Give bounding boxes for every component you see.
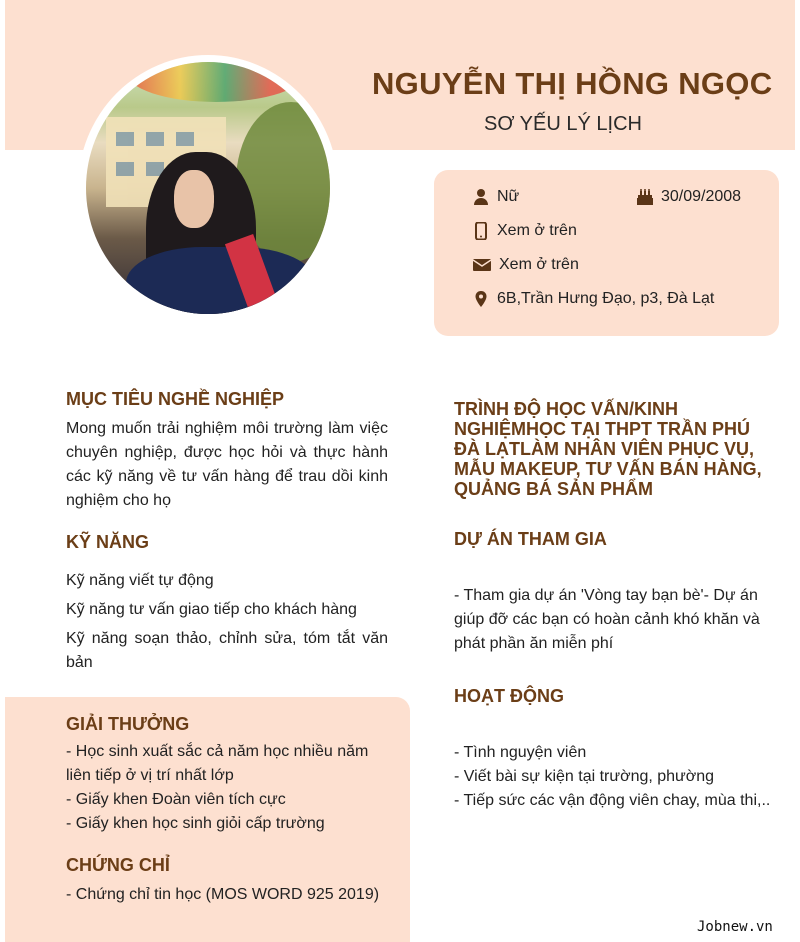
certificates-heading: CHỨNG CHỈ (66, 855, 170, 875)
address-value: 6B,Trần Hưng Đạo, p3, Đà Lạt (497, 290, 715, 307)
projects-heading: DỰ ÁN THAM GIA (454, 529, 607, 549)
email-row (472, 256, 579, 274)
document-subtitle: SƠ YẾU LÝ LỊCH (484, 113, 642, 135)
gender-value: Nữ (497, 188, 520, 205)
birthdate-row (636, 188, 741, 206)
education-heading: TRÌNH ĐỘ HỌC VẤN/KINH NGHIỆMHỌC TẠI THPT TRẦN PHÚ ĐÀ LẠTLÀM NHÂN VIÊN PHỤC VỤ, MẪU MAKEUP, TƯ VẤN BÁN HÀNG, QUẢNG BÁ SẢN PHẨM (454, 399, 762, 499)
phone-icon (472, 222, 490, 240)
avatar-photo (86, 62, 330, 314)
phone-value: Xem ở trên (497, 222, 577, 239)
award-item: - Giấy khen Đoàn viên tích cực (66, 791, 286, 808)
projects-text: - Tham gia dự án 'Vòng tay bạn bè'- Dự án giúp đỡ các bạn có hoàn cảnh khó khăn và phát phần ăn miễn phí (454, 587, 760, 652)
map-pin-icon (472, 290, 490, 308)
award-item: - Giấy khen học sinh giỏi cấp trường (66, 815, 325, 832)
skills-heading: KỸ NĂNG (66, 532, 150, 552)
address-row (472, 290, 714, 308)
user-icon (472, 188, 490, 206)
email-value: Xem ở trên (499, 256, 579, 273)
skill-item: Kỹ năng soạn thảo, chỉnh sửa, tóm tắt văn bản (66, 630, 388, 671)
activity-item: - Viết bài sự kiện tại trường, phường (454, 768, 715, 785)
activity-item: - Tình nguyện viên (454, 744, 587, 761)
envelope-icon (472, 256, 492, 274)
activity-item: - Tiếp sức các vận động viên chay, mùa thi,.. (454, 792, 771, 809)
skill-item: Kỹ năng viết tự động (66, 572, 214, 589)
awards-heading: GIẢI THƯỞNG (66, 714, 190, 734)
site-watermark: Jobnew.vn (697, 919, 773, 935)
birthday-cake-icon (636, 188, 654, 206)
skill-item: Kỹ năng tư vấn giao tiếp cho khách hàng (66, 601, 357, 618)
gender-row (472, 188, 519, 206)
award-item: - Học sinh xuất sắc cả năm học nhiều năm liên tiếp ở vị trí nhất lớp (66, 743, 369, 784)
objective-heading: MỤC TIÊU NGHỀ NGHIỆP (66, 389, 285, 409)
birthdate-value: 30/09/2008 (661, 188, 742, 205)
certificate-item: - Chứng chỉ tin học (MOS WORD 925 2019) (66, 886, 380, 903)
objective-text: Mong muốn trải nghiệm môi trường làm việc chuyên nghiệp, được học hỏi và thực hành các kỹ năng về tư vấn hàng để trau dồi kinh nghiệm cho họ (66, 420, 388, 509)
phone-row (472, 222, 577, 240)
activities-heading: HOẠT ĐỘNG (454, 686, 564, 706)
candidate-name: NGUYỄN THỊ HỒNG NGỌC (372, 66, 773, 101)
